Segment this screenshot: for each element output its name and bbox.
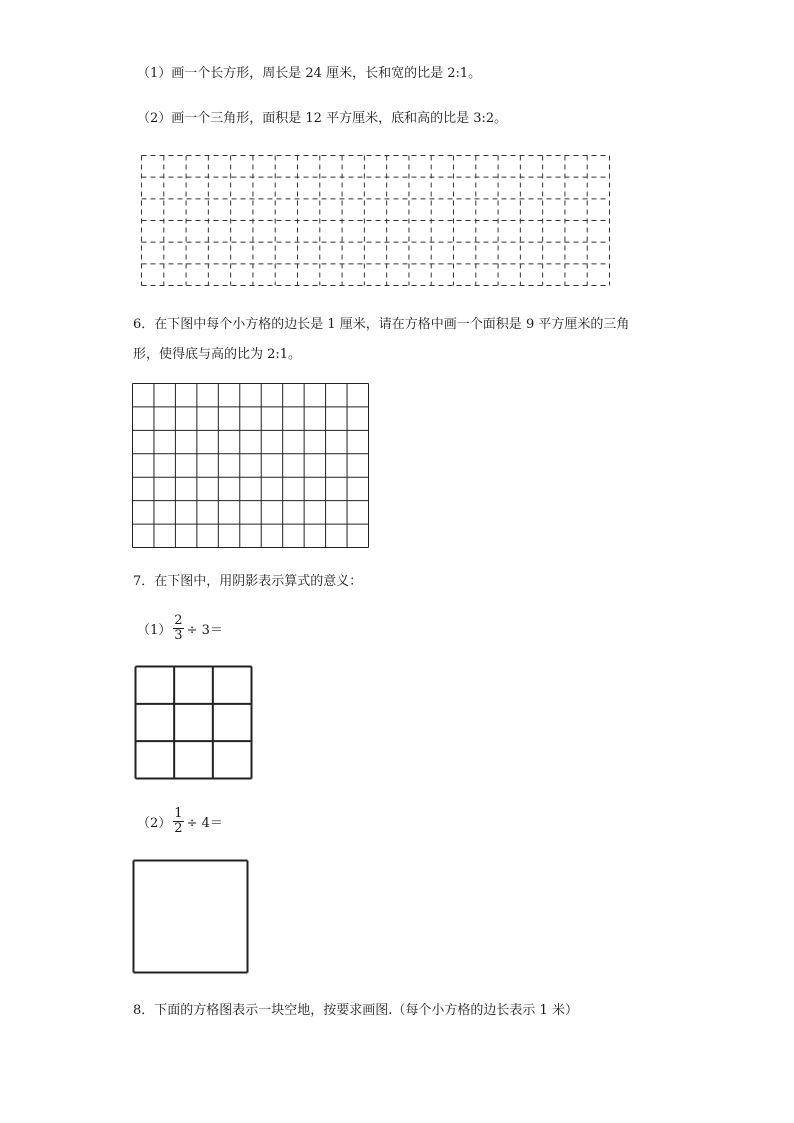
fraction-denominator: 2 <box>174 821 183 836</box>
part-2-prefix: （2） <box>137 816 172 831</box>
single-square <box>132 859 250 975</box>
square-grid <box>132 383 370 549</box>
item-2-text: （2）画一个三角形，面积是 12 平方厘米，底和高的比是 3:2。 <box>137 111 508 126</box>
part-2-expression: ÷ 4＝ <box>186 816 223 831</box>
question-7-part-1 <box>137 614 223 643</box>
question-8-title: 8．下面的方格图表示一块空地，按要求画图.（每个小方格的边长表示 1 米） <box>133 1003 578 1018</box>
item-1-text: （1）画一个长方形，周长是 24 厘米，长和宽的比是 2:1。 <box>137 66 482 81</box>
fraction-2-3 <box>173 614 183 643</box>
fraction-denominator: 3 <box>174 628 183 643</box>
fraction-numerator: 1 <box>174 806 183 821</box>
question-7-title: 7．在下图中，用阴影表示算式的意义： <box>133 574 363 589</box>
dashed-grid <box>141 155 611 287</box>
fraction-1-2 <box>173 807 183 836</box>
question-6-line-1: 6．在下图中每个小方格的边长是 1 厘米，请在方格中画一个面积是 9 平方厘米的三角 <box>133 317 630 332</box>
three-by-three-grid <box>134 665 254 781</box>
part-1-expression: ÷ 3＝ <box>186 623 223 638</box>
part-1-prefix: （1） <box>137 623 172 638</box>
question-6-line-2: 形，使得底与高的比为 2:1。 <box>133 347 302 362</box>
question-7-part-2 <box>137 807 223 836</box>
fraction-numerator: 2 <box>174 613 183 628</box>
